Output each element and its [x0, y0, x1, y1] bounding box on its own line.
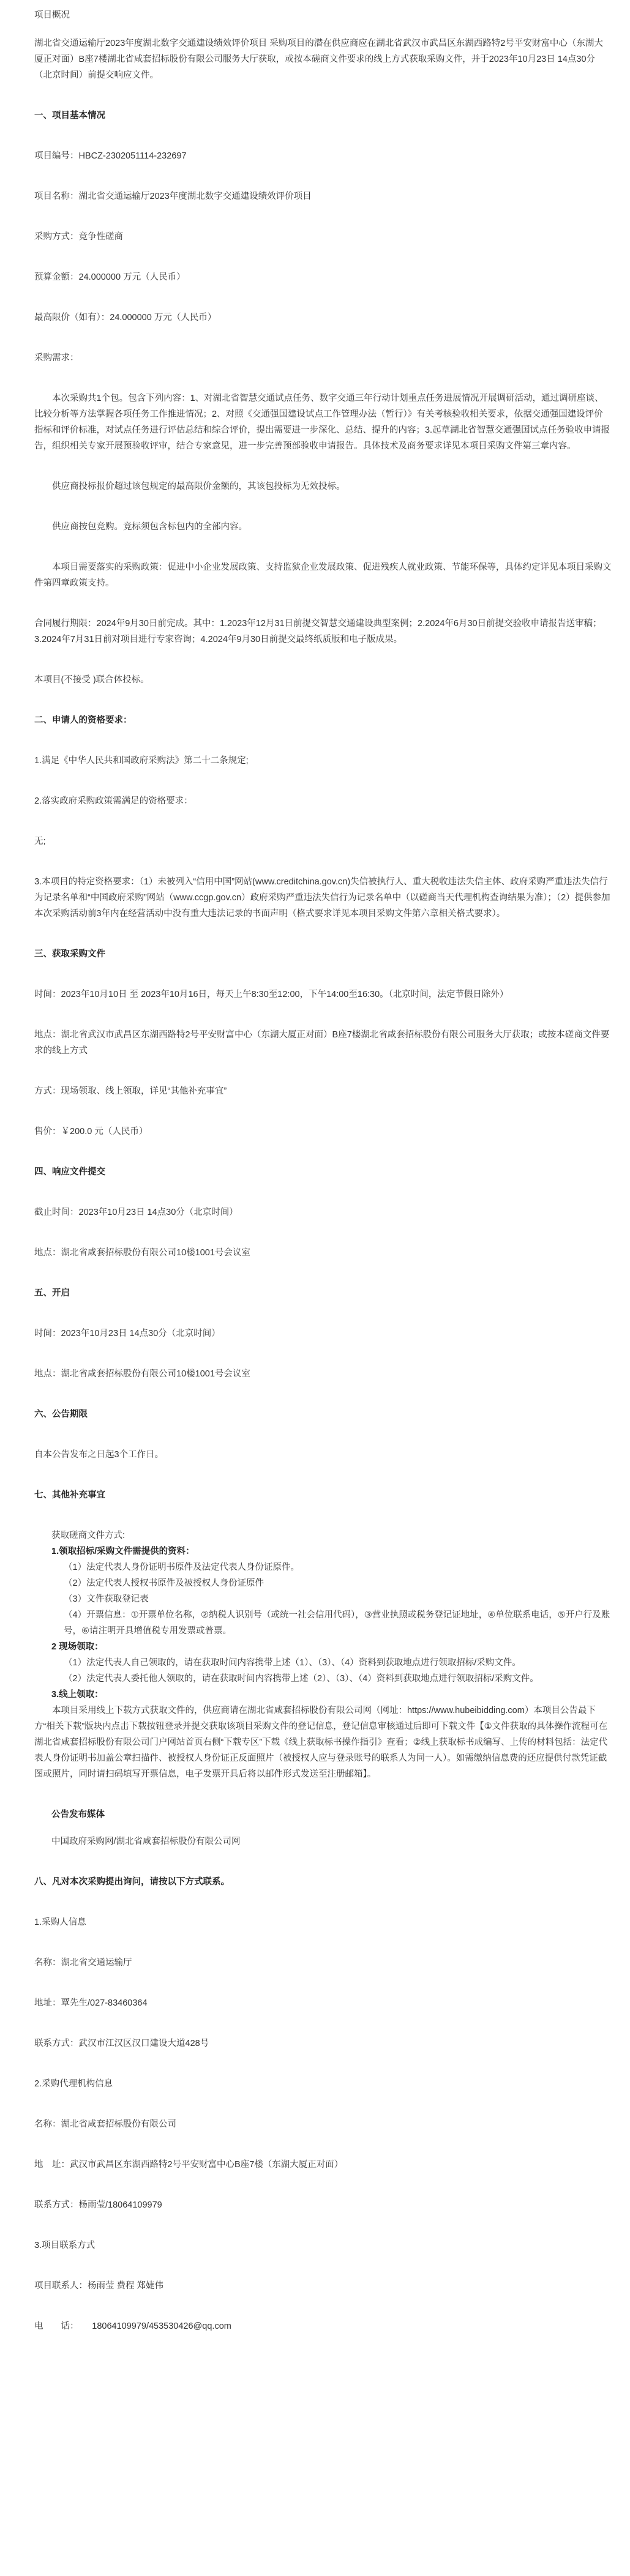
project-number: 项目编号：HBCZ-2302051114-232697: [34, 151, 187, 161]
section1-title: 一、项目基本情况: [34, 111, 105, 121]
list-item: （1）法定代表人身份证明书原件及法定代表人身份证原件。: [64, 1562, 300, 1572]
list-item: （2）法定代表人授权书原件及被授权人身份证原件: [64, 1578, 264, 1588]
list-item: （4）开票信息：①开票单位名称，②纳税人识别号（或统一社会信用代码），③营业执照或税务登记证地址，④单位联系电话，⑤开户行及账号，⑥请注明开具增值税专用发票或普票。: [64, 1610, 610, 1636]
price-note: 供应商投标报价超过该包规定的最高限价金额的，其该包投标为无效投标。: [52, 482, 345, 491]
document-price: 售价：￥200.0 元（人民币）: [34, 1127, 148, 1137]
agent-info-title: 2.采购代理机构信息: [34, 2079, 113, 2089]
qualification-item-2: 2.落实政府采购政策需满足的资格要求：: [34, 796, 193, 806]
project-contact-title: 3.项目联系方式: [34, 2241, 96, 2250]
qualification-item-3: 3.本项目的特定资格要求：（1）未被列入“信用中国”网站(www.creditchina.gov.cn)失信被执行人、重大税收违法失信主体、政府采购严重违法失信行为记录名单和“中国政府采购”网站（www.ccgp.gov.cn）政府采购严重违法失信行为记录名单中（以磋商当天代理机构查询结果为准）；（2）提供参加本次采购活动前3年内在经营活动中没有重大违法记录的书面声明（格式要求详见本项目采购文件第六章相关格式要求）。: [34, 877, 610, 919]
section4-title: 四、响应文件提交: [34, 1167, 105, 1177]
opening-place: 地点：湖北省咸套招标股份有限公司10楼1001号会议室: [34, 1369, 250, 1379]
qualification-item-2-value: 无;: [34, 837, 46, 846]
acquire-method: 方式：现场领取、线上领取，详见“其他补充事宜”: [34, 1086, 227, 1096]
section8-title: 八、凡对本次采购提出询问，请按以下方式联系。: [34, 1877, 230, 1887]
project-contact-people: 项目联系人：杨雨莹 费程 郑婕伟: [34, 2281, 164, 2291]
max-price: 最高限价（如有）：24.000000 万元（人民币）: [34, 313, 217, 323]
procurement-method: 采购方式：竞争性磋商: [34, 232, 123, 242]
online-download-body: 本项目采用线上下载方式获取文件的，供应商请在湖北省咸套招标股份有限公司网（网址：https://www.hubeibidding.com）本项目公告最下方“相关下载”版块内点击下载按钮登录并提交获取该项目采购文件的登记信息，登记信息审核通过后即可下载文件【①文件获取的具体操作流程可在湖北省咸套招标股份有限公司门户网站首页右侧“下载专区”下载《线上获取标书操作指引》查看；②线上获取标书成编写、上传的材料包括：法定代表人身份证明书加盖公章扫描件、被授权人身份证正反面照片（被授权人应与登录账号的联系人为同一人）。如需缴纳信息费的还应提供付款凭证截图或照片，同时请扫码填写开票信息，电子发票开具后将以邮件形式发送至注册邮箱】。: [34, 1706, 608, 1779]
project-phone: 电 话： 18064109979/453530426@qq.com: [34, 2321, 231, 2331]
section3-title: 三、获取采购文件: [34, 949, 105, 959]
supplement-sub1-title: 1.领取招标/采购文件需提供的资料：: [51, 1547, 195, 1556]
submission-place: 地点：湖北省咸套招标股份有限公司10楼1001号会议室: [34, 1248, 250, 1258]
demand-label: 采购需求：: [34, 353, 79, 363]
agent-contact: 联系方式：杨雨莹/18064109979: [34, 2200, 162, 2210]
buyer-name: 名称：湖北省交通运输厅: [34, 1958, 132, 1968]
supplement-intro: 获取磋商文件方式:: [51, 1531, 126, 1540]
project-name: 项目名称：湖北省交通运输厅2023年度湖北数字交通建设绩效评价项目: [34, 192, 312, 201]
qualification-item-1: 1.满足《中华人民共和国政府采购法》第二十二条规定;: [34, 756, 249, 766]
media-body: 中国政府采购网/湖北省咸套招标股份有限公司网: [51, 1837, 241, 1846]
package-note: 供应商按包竞购。竞标须包含标包内的全部内容。: [52, 522, 247, 532]
buyer-address: 地址：覃先生/027-83460364: [34, 1998, 148, 2008]
contract-period: 合同履行期限：2024年9月30日前完成。其中：1.2023年12月31日前提交智慧交通建设典型案例；2.2024年6月30日前提交验收申请报告送审稿；3.2024年7月31日前对项目进行专家咨询；4.2024年9月30日前提交最终纸质版和电子版成果。: [34, 619, 602, 644]
list-item: （1）法定代表人自己领取的，请在获取时间内容携带上述（1）、（3）、（4）资料到获取地点进行领取招标/采购文件。: [64, 1658, 521, 1668]
list-item: （2）法定代表人委托他人领取的，请在获取时间内容携带上述（2）、（3）、（4）资料到获取地点进行领取招标/采购文件。: [64, 1674, 539, 1684]
supplement-sub3-title: 3.线上领取：: [51, 1690, 103, 1700]
buyer-contact: 联系方式：武汉市江汉区汉口建设大道428号: [34, 2039, 209, 2048]
buyer-info-title: 1.采购人信息: [34, 1917, 86, 1927]
announcement-period: 自本公告发布之日起3个工作日。: [34, 1450, 164, 1460]
acquire-place: 地点：湖北省武汉市武昌区东湖西路特2号平安财富中心（东湖大厦正对面）B座7楼湖北省咸套招标股份有限公司服务大厅获取；或按本磋商文件要求的线上方式: [34, 1030, 610, 1056]
list-item: （3）文件获取登记表: [64, 1594, 149, 1604]
overview-title: 项目概况: [34, 10, 70, 20]
acquire-time: 时间：2023年10月10日 至 2023年10月16日，每天上午8:30至12:00，下午14:00至16:30。（北京时间，法定节假日除外）: [34, 990, 509, 999]
demand-body: 本次采购共1个包。包含下列内容：1、对湖北省智慧交通试点任务、数字交通三年行动计划重点任务进展情况开展调研活动，通过调研座谈、比较分析等方法掌握各项任务工作推进情况；2、对照《交通强国建设试点工作管理办法（暂行）》有关考核验收相关要求，依据交通强国建设评价指标和评价标准，对试点任务进行评估总结和综合评价，提出需要进一步深化、总结、提升的内容；3.起草湖北省智慧交通强国试点任务验收申请报告，组织相关专家开展预验收评审，结合专家意见，进一步完善预部验收申请报告。具体技术及商务要求详见本项目采购文件第三章内容。: [34, 394, 610, 451]
consortium-note: 本项目(不接受 )联合体投标。: [34, 675, 149, 685]
section5-title: 五、开启: [34, 1288, 70, 1298]
section7-title: 七、其他补充事宜: [34, 1490, 105, 1500]
budget-amount: 预算金额：24.000000 万元（人民币）: [34, 272, 186, 282]
submission-deadline: 截止时间：2023年10月23日 14点30分（北京时间）: [34, 1208, 238, 1217]
section2-title: 二、申请人的资格要求：: [34, 715, 132, 725]
media-title: 公告发布媒体: [51, 1810, 105, 1820]
opening-time: 时间：2023年10月23日 14点30分（北京时间）: [34, 1329, 220, 1338]
policy-note: 本项目需要落实的采购政策：促进中小企业发展政策、支持监狱企业发展政策、促进残疾人就业政策、节能环保等，具体约定详见本项目采购文件第四章政策支持。: [34, 562, 612, 588]
section6-title: 六、公告期限: [34, 1409, 88, 1419]
supplement-sub2-title: 2 现场领取：: [51, 1642, 103, 1652]
agent-address: 地 址：武汉市武昌区东湖西路特2号平安财富中心B座7楼（东湖大厦正对面）: [34, 2160, 343, 2170]
overview-body: 湖北省交通运输厅2023年度湖北数字交通建设绩效评价项目 采购项目的潜在供应商应在湖北省武汉市武昌区东湖西路特2号平安财富中心（东湖大厦正对面）B座7楼湖北省咸套招标股份有限公司服务大厅获取，或按本磋商文件要求的线上方式获取采购文件，并于2023年10月23日 14点30分（北京时间）前提交响应文件。: [34, 39, 603, 80]
agent-name: 名称：湖北省咸套招标股份有限公司: [34, 2119, 176, 2129]
